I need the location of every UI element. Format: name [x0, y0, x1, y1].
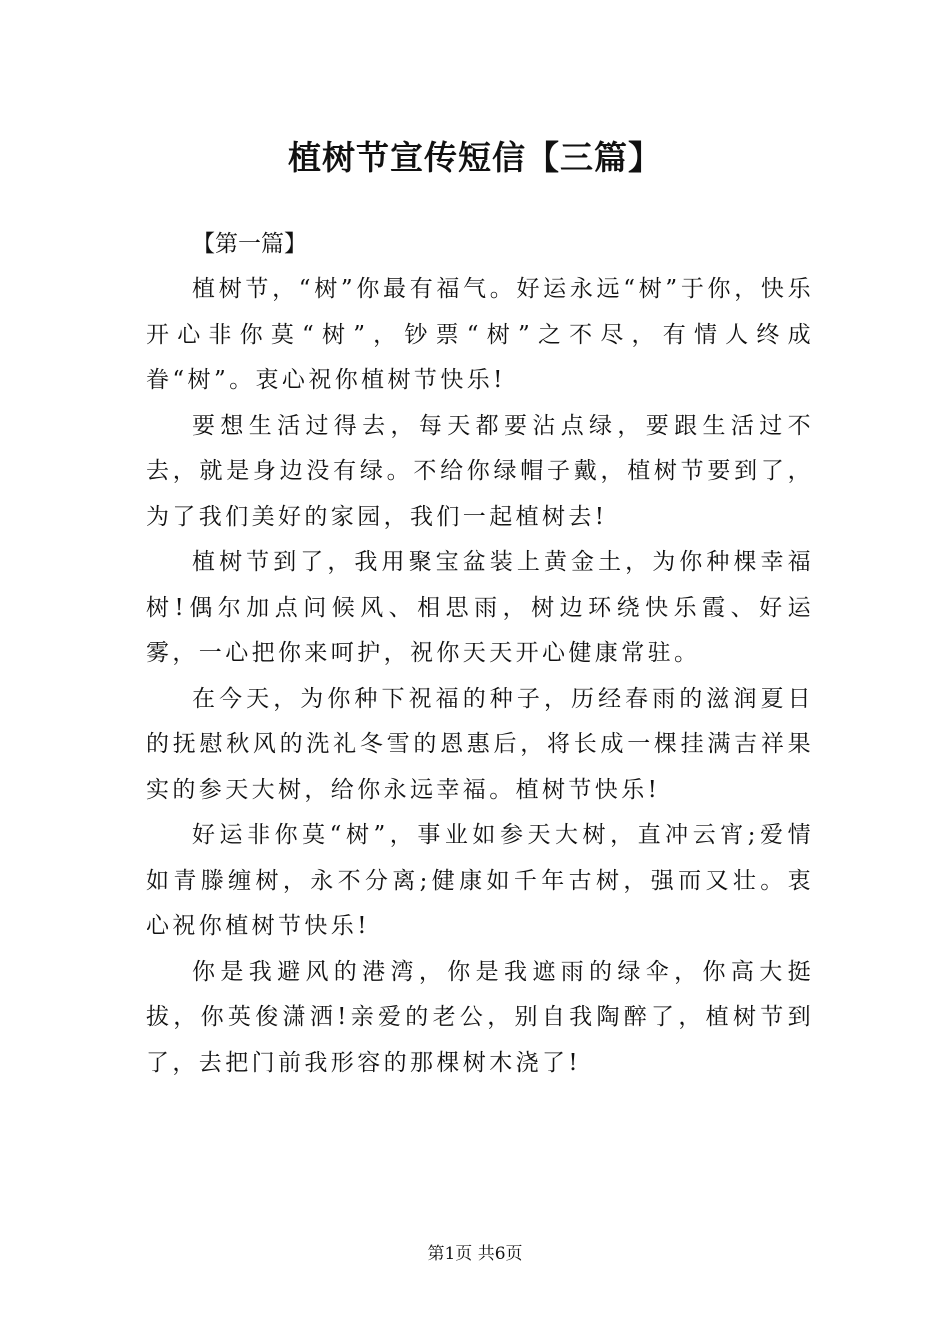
- document-body: [146, 222, 814, 1086]
- section-heading: 【第一篇】: [192, 231, 307, 257]
- paragraph-4: 在今天，为你种下祝福的种子，历经春雨的滋润夏日的抚慰秋风的洗礼冬雪的恩惠后，将长成一棵挂满吉祥果实的参天大树，给你永远幸福。植树节快乐!: [146, 685, 814, 803]
- paragraph-3: 植树节到了，我用聚宝盆装上黄金土，为你种棵幸福树!偶尔加点问候风、相思雨，树边环绕快乐霞、好运雾，一心把你来呵护，祝你天天开心健康常驻。: [146, 549, 814, 666]
- page-footer: 第1页 共6页: [427, 1244, 523, 1264]
- paragraph-5: 好运非你莫“树”，事业如参天大树，直冲云宵;爱情如青滕缠树，永不分离;健康如千年古树，强而又壮。衷心祝你植树节快乐!: [146, 822, 814, 939]
- document-title: 植树节宣传短信【三篇】: [288, 138, 662, 177]
- paragraph-2: 要想生活过得去，每天都要沾点绿，要跟生活过不去，就是身边没有绿。不给你绿帽子戴，植树节要到了，为了我们美好的家园，我们一起植树去!: [146, 412, 814, 530]
- paragraph-6: 你是我避风的港湾，你是我遮雨的绿伞，你高大挺拔，你英俊潇洒!亲爱的老公，别自我陶醉了，植树节到了，去把门前我形容的那棵树木浇了!: [146, 958, 814, 1076]
- paragraph-1: 植树节，“树”你最有福气。好运永远“树”于你，快乐开心非你莫“树”，钞票“树”之不尽，有情人终成眷“树”。衷心祝你植树节快乐!: [146, 276, 814, 393]
